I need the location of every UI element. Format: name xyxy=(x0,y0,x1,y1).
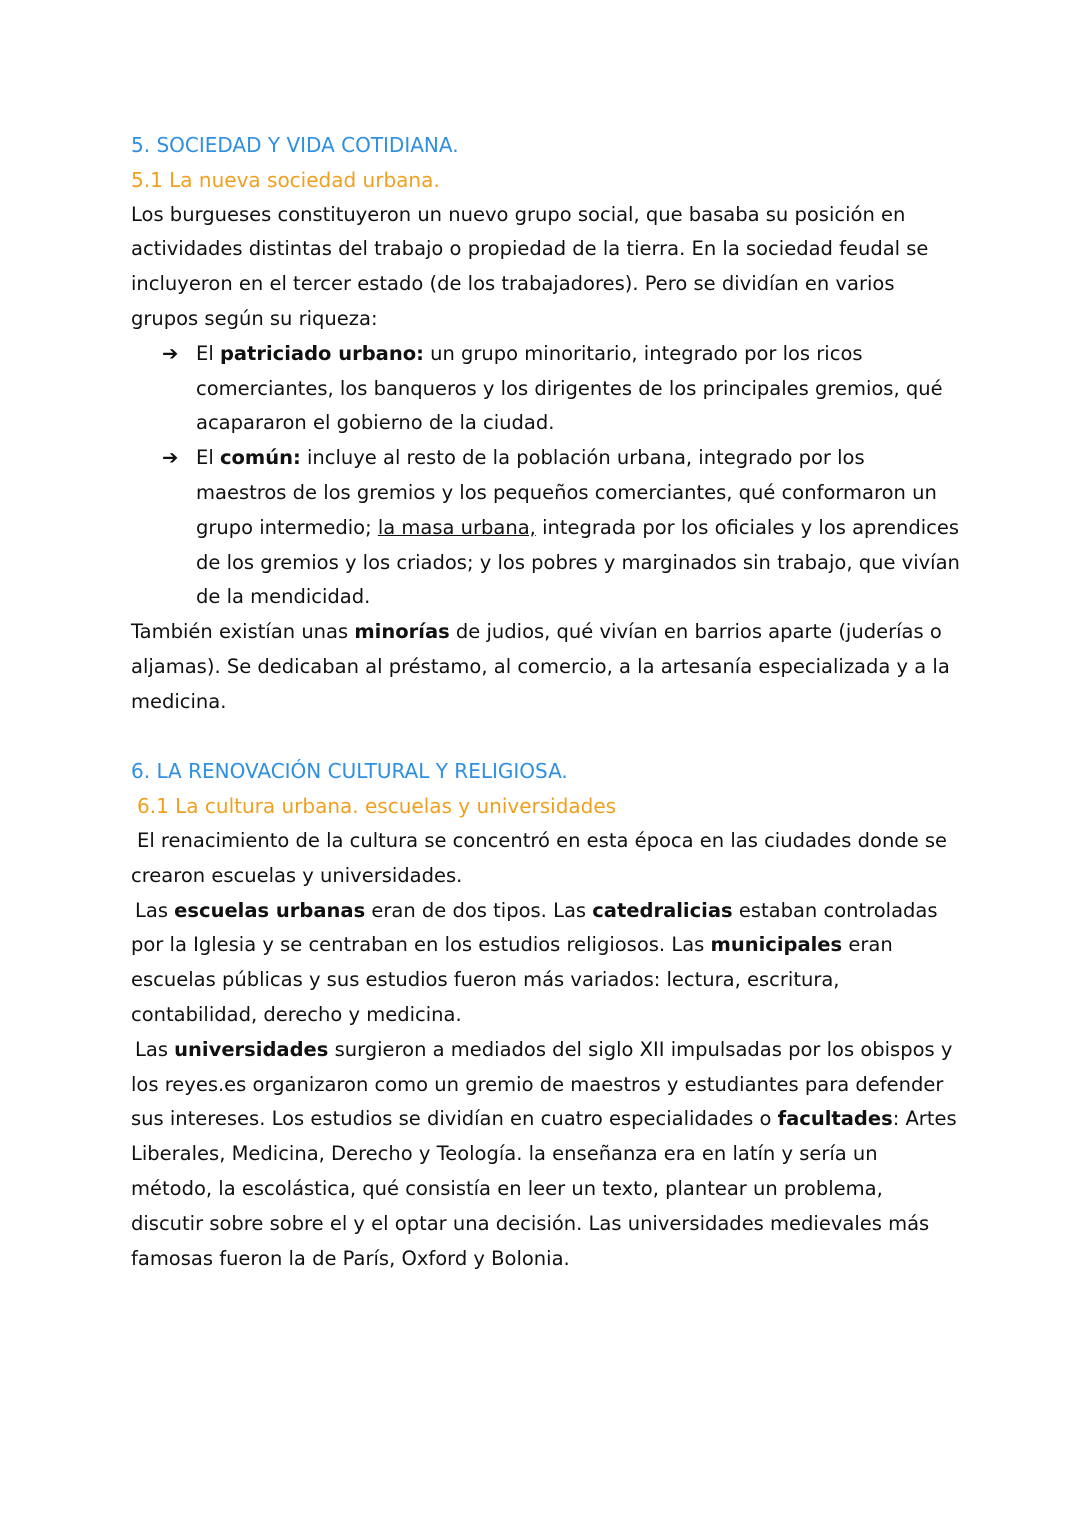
term-escuelas-urbanas: escuelas urbanas xyxy=(174,898,366,922)
list-item-comun: ➔ El común: incluye al resto de la población urbana, integrado por los maestros de los gremios y los pequeños comerciantes, qué conformaron un grupo intermedio; la masa urbana, integrada por los oficiales y los aprendices de los gremios y los criados; y los pobres y marginados sin trabajo, que vivían de la mendicidad. xyxy=(196,441,961,615)
list-item-patriciado: ➔ El patriciado urbano: un grupo minoritario, integrado por los ricos comerciantes, los banqueros y los dirigentes de los principales gremios, qué acapararon el gobierno de la ciudad. xyxy=(196,337,961,441)
term-catedralicias: catedralicias xyxy=(592,898,733,922)
document-page xyxy=(131,128,961,1276)
section-5-intro: Los burgueses constituyeron un nuevo grupo social, que basaba su posición en actividades distintas del trabajo o propiedad de la tierra. En la sociedad feudal se incluyeron en el tercer estado (de los trabajadores). Pero se dividían en varios grupos según su riqueza: xyxy=(131,202,929,330)
term-comun: común: xyxy=(219,446,301,470)
term-masa-urbana: la masa urbana, xyxy=(377,515,536,539)
term-minorias: minorías xyxy=(354,620,450,644)
section-6-paragraph-1: El renacimiento de la cultura se concentró en esta época en las ciudades donde se crearon escuelas y universidades. xyxy=(131,828,948,887)
arrow-bullet-icon: ➔ xyxy=(162,341,179,365)
section-6-1-subtitle: 6.1 La cultura urbana. escuelas y universidades xyxy=(137,794,617,819)
term-patriciado: patriciado urbano: xyxy=(219,341,424,365)
arrow-bullet-icon: ➔ xyxy=(162,446,179,470)
section-6-paragraph-3: Las universidades surgieron a mediados del siglo XII impulsadas por los obispos y los reyes.es organizaron como un gremio de maestros y estudiantes para defender sus intereses. Los estudios se dividían en cuatro especialidades o facultades: Artes Liberales, Medicina, Derecho y Teología. la enseñanza era en latín y sería un método, la escolástica, qué consistía en leer un texto, plantear un problema, discutir sobre sobre el y el optar una decisión. Las universidades medievales más famosas fueron la de París, Oxford y Bolonia. xyxy=(131,1037,957,1270)
section-5-title: 5. SOCIEDAD Y VIDA COTIDIANA. xyxy=(131,133,459,157)
section-gap xyxy=(131,720,961,755)
term-municipales: municipales xyxy=(710,933,843,957)
section-5-1-subtitle: 5.1 La nueva sociedad urbana. xyxy=(131,167,440,192)
social-groups-list xyxy=(131,337,961,615)
section-6-paragraph-2: Las escuelas urbanas eran de dos tipos. Las catedralicias estaban controladas por la Iglesia y se centraban en los estudios religiosos. Las municipales eran escuelas públicas y sus estudios fueron más variados: lectura, escritura, contabilidad, derecho y medicina. xyxy=(131,898,938,1026)
term-facultades: facultades xyxy=(777,1107,893,1131)
term-universidades: universidades xyxy=(174,1037,329,1061)
section-6-title: 6. LA RENOVACIÓN CULTURAL Y RELIGIOSA. xyxy=(131,759,568,784)
minorias-paragraph: También existían unas minorías de judios, qué vivían en barrios aparte (juderías o aljamas). Se dedicaban al préstamo, al comercio, a la artesanía especializada y a la medicina. xyxy=(131,620,950,713)
